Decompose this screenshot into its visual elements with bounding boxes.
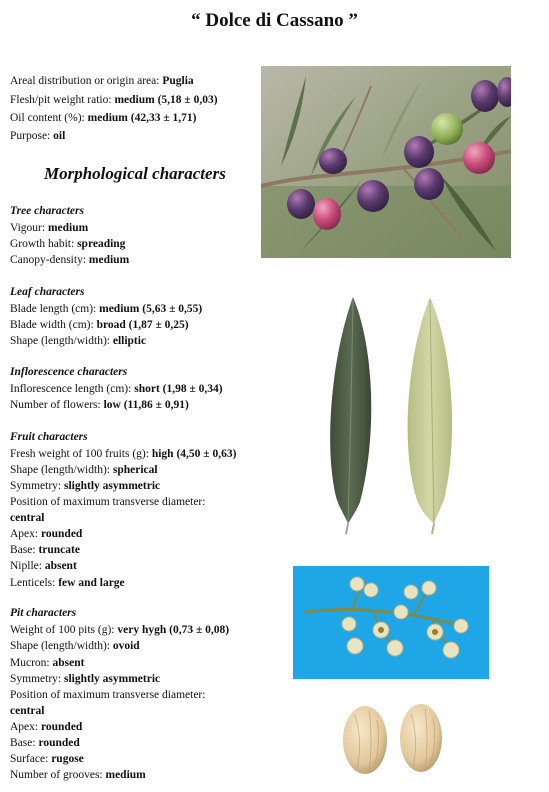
tree-line: Canopy-density: medium xyxy=(10,254,130,266)
fruit-heading: Fruit characters xyxy=(10,431,88,443)
leaf-line: Shape (length/width): elliptic xyxy=(10,335,147,347)
flesh-pit-line: Flesh/pit weight ratio: medium (5,18 ± 0,03) xyxy=(10,94,218,106)
inflorescence-line: Number of flowers: low (11,86 ± 0,91) xyxy=(10,399,189,411)
purpose-line: Purpose: oil xyxy=(10,130,66,142)
tree-line: Vigour: medium xyxy=(10,222,89,234)
fruit-line: Fresh weight of 100 fruits (g): high (4,50 ± 0,63) xyxy=(10,448,237,460)
pit-line: Weight of 100 pits (g): very hygh (0,73 ± 0,08) xyxy=(10,624,230,636)
pit-heading: Pit characters xyxy=(10,607,77,619)
pit-line: Shape (length/width): ovoid xyxy=(10,640,140,652)
inflorescence-heading: Inflorescence characters xyxy=(10,366,128,378)
fruit-line: Symmetry: slightly asymmetric xyxy=(10,480,161,492)
pits-photo xyxy=(333,700,453,782)
tree-line: Growth habit: spreading xyxy=(10,238,126,250)
page-title: “ Dolce di Cassano ” xyxy=(191,10,358,31)
leaf-heading: Leaf characters xyxy=(10,286,85,298)
pit-line: Number of grooves: medium xyxy=(10,769,146,781)
tree-heading: Tree characters xyxy=(10,205,84,217)
pit-line: Mucron: absent xyxy=(10,657,85,669)
fruit-line: Apex: rounded xyxy=(10,528,83,540)
fruit-line: Base: truncate xyxy=(10,544,80,556)
pit-line: central xyxy=(10,705,45,717)
leaf-line: Blade length (cm): medium (5,63 ± 0,55) xyxy=(10,303,203,315)
pit-line: Surface: rugose xyxy=(10,753,84,765)
fruit-line: Niplle: absent xyxy=(10,560,77,572)
pit-line: Base: rounded xyxy=(10,737,80,749)
olive-fruits-photo xyxy=(261,66,511,258)
fruit-line: Lenticels: few and large xyxy=(10,577,125,589)
fruit-line: Shape (length/width): spherical xyxy=(10,464,158,476)
morphological-heading: Morphological characters xyxy=(44,164,226,183)
fruit-line: central xyxy=(10,512,45,524)
inflorescence-photo xyxy=(293,566,489,679)
oil-content-line: Oil content (%): medium (42,33 ± 1,71) xyxy=(10,112,197,124)
origin-line: Areal distribution or origin area: Puglia xyxy=(10,75,194,87)
pit-line: Position of maximum transverse diameter: xyxy=(10,689,206,701)
fruit-line: Position of maximum transverse diameter: xyxy=(10,496,206,508)
olive-leaves-photo xyxy=(318,292,468,536)
pit-line: Symmetry: slightly asymmetric xyxy=(10,673,161,685)
inflorescence-line: Inflorescence length (cm): short (1,98 ± 0,34) xyxy=(10,383,223,395)
leaf-line: Blade width (cm): broad (1,87 ± 0,25) xyxy=(10,319,189,331)
pit-line: Apex: rounded xyxy=(10,721,83,733)
